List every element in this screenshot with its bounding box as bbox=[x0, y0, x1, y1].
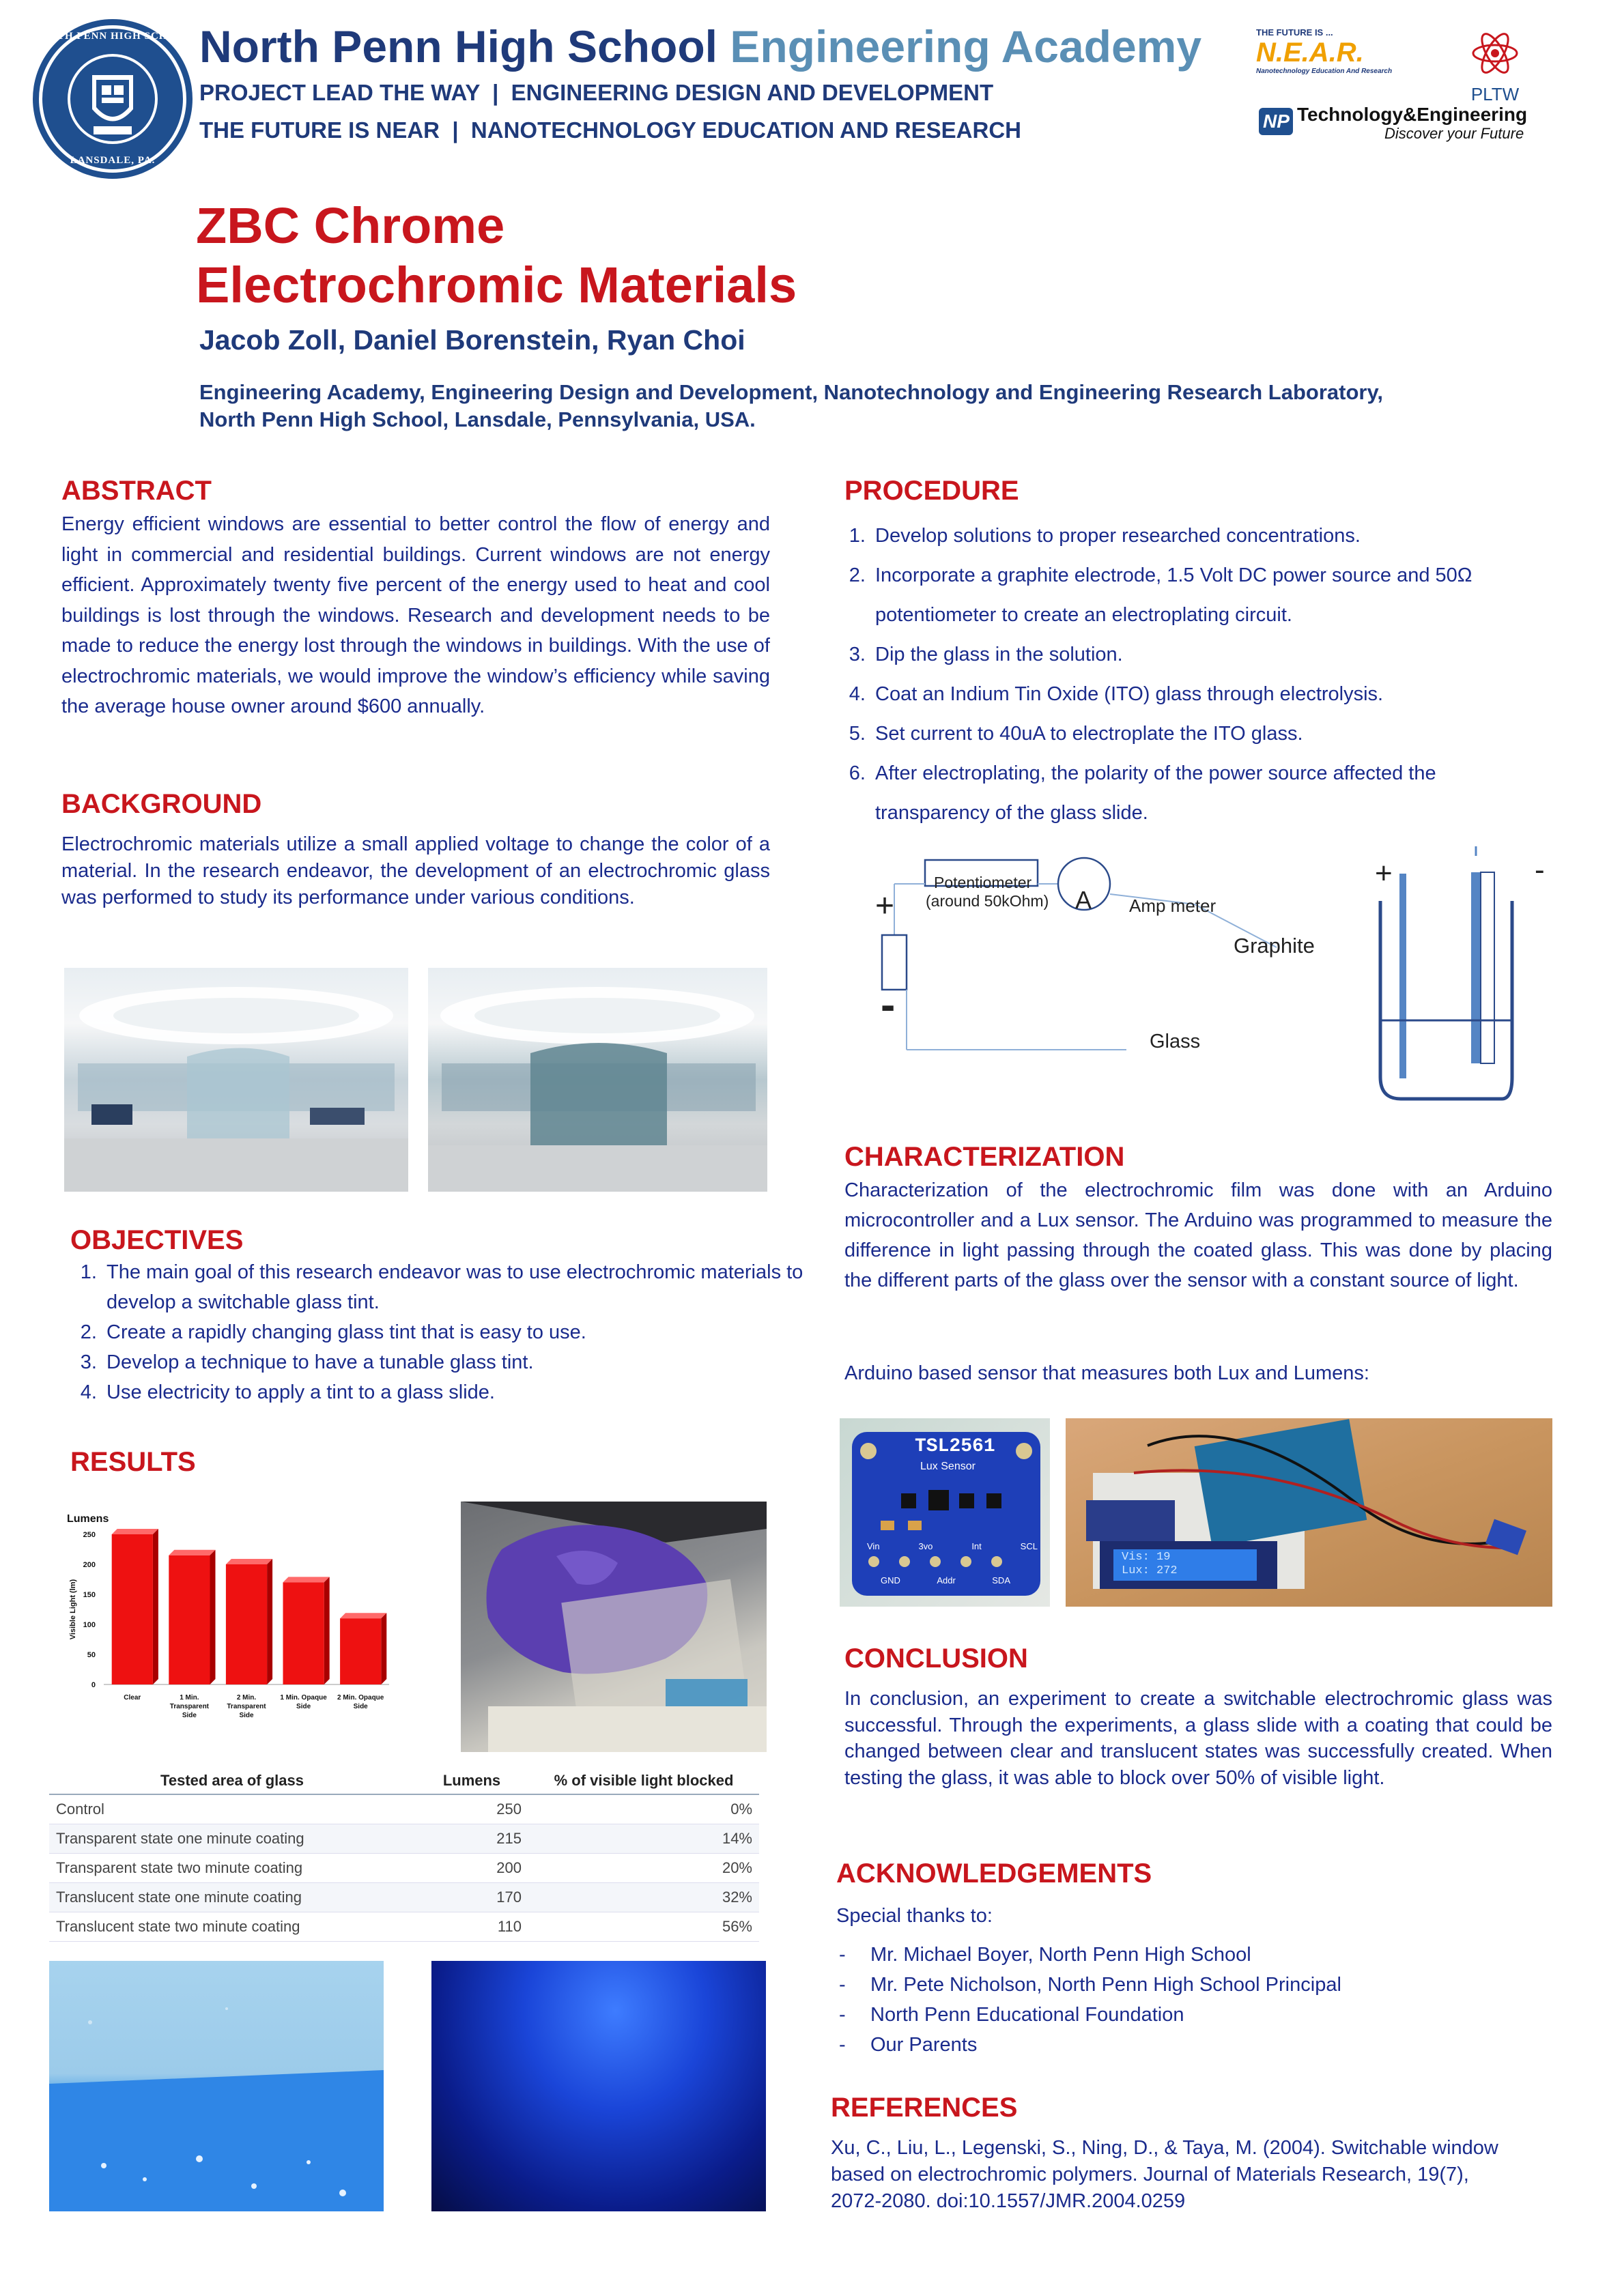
glove-photo bbox=[461, 1502, 767, 1752]
header-title-school: North Penn High School bbox=[199, 21, 730, 72]
table-cell: 0% bbox=[528, 1794, 759, 1824]
chart-y-tick-label: 200 bbox=[83, 1561, 96, 1569]
chart-title: Lumens bbox=[67, 1513, 109, 1525]
table-cell: 200 bbox=[415, 1854, 528, 1883]
acknowledgement-item: - Mr. Pete Nicholson, North Penn High School Principal bbox=[836, 1970, 1546, 2000]
background-text: Electrochromic materials utilize a small applied voltage to change the color of a material. In the research endeavor, the development of an electrochromic glass was performed to study its performance under various conditions. bbox=[61, 833, 770, 908]
acknowledgement-item: - Our Parents bbox=[836, 2030, 1546, 2060]
chart-bar bbox=[226, 1564, 267, 1684]
affiliation-2: North Penn High School, Lansdale, Pennsylvania, USA. bbox=[199, 407, 756, 431]
circuit-plus: + bbox=[875, 888, 895, 924]
sensor-pin: SDA bbox=[992, 1575, 1010, 1585]
acknowledgement-item: - North Penn Educational Foundation bbox=[836, 2000, 1546, 2030]
affiliation-1: Engineering Academy, Engineering Design and Development, Nanotechnology and Engineering Research Laboratory, bbox=[199, 380, 1384, 404]
characterization-caption: Arduino based sensor that measures both Lux and Lumens: bbox=[844, 1362, 1369, 1384]
lcd-line-2: Lux: 272 bbox=[1122, 1564, 1178, 1577]
chart-x-tick-label: Side bbox=[182, 1712, 197, 1719]
chart-x-tick-label: Side bbox=[296, 1703, 311, 1710]
chart-x-tick-label: Side bbox=[353, 1703, 368, 1710]
chart-y-axis-label: Visible Light (lm) bbox=[69, 1579, 77, 1640]
table-cell: 110 bbox=[415, 1912, 528, 1942]
chart-bar-side bbox=[210, 1550, 215, 1684]
graphite-label: Graphite bbox=[1234, 934, 1315, 958]
procedure-item: 1. Develop solutions to proper researched concentrations. bbox=[871, 516, 1547, 556]
objectives-heading: OBJECTIVES bbox=[70, 1225, 244, 1255]
beaker-plus: + bbox=[1375, 857, 1393, 890]
table-cell: Translucent state one minute coating bbox=[49, 1883, 415, 1912]
table-row bbox=[49, 1794, 759, 1824]
beaker-minus: - bbox=[1535, 853, 1545, 887]
near-subtitle: Nanotechnology Education And Research bbox=[1256, 68, 1393, 75]
acknowledgements-intro: Special thanks to: bbox=[836, 1905, 993, 1927]
chart-x-tick-label: 1 Min. bbox=[180, 1694, 199, 1702]
chart-y-tick-label: 50 bbox=[87, 1651, 96, 1659]
chart-x-tick-label: Transparent bbox=[227, 1703, 266, 1710]
chart-bar-top bbox=[112, 1529, 158, 1534]
chart-svg bbox=[55, 1508, 403, 1734]
procedure-list bbox=[840, 516, 1547, 833]
characterization-heading: CHARACTERIZATION bbox=[844, 1142, 1125, 1172]
table-cell: 170 bbox=[415, 1883, 528, 1912]
sensor-pin-row-bottom bbox=[881, 1575, 1010, 1585]
pltw-logo bbox=[1468, 26, 1522, 104]
chart-bar bbox=[169, 1555, 210, 1684]
sensor-subtitle: Lux Sensor bbox=[920, 1461, 976, 1472]
acknowledgement-item: - Mr. Michael Boyer, North Penn High School bbox=[836, 1940, 1546, 1970]
chart-bar-side bbox=[267, 1559, 272, 1684]
objectives-list bbox=[61, 1257, 812, 1407]
np-wordmark: NP bbox=[1263, 111, 1290, 132]
circuit-minus: - bbox=[881, 980, 896, 1029]
results-chart bbox=[55, 1508, 403, 1734]
chart-x-tick-label: Transparent bbox=[169, 1703, 210, 1710]
procedure-item: 3. Dip the glass in the solution. bbox=[871, 635, 1547, 674]
chart-bar-top bbox=[226, 1559, 272, 1564]
office-photo-clear bbox=[64, 968, 408, 1192]
microscope-photo-dark bbox=[431, 1961, 766, 2211]
acknowledgements-heading: ACKNOWLEDGEMENTS bbox=[836, 1859, 1152, 1889]
sensor-photo bbox=[840, 1418, 1050, 1607]
np-logo bbox=[1257, 102, 1295, 140]
abstract-heading: ABSTRACT bbox=[61, 476, 212, 506]
table-cell: 20% bbox=[528, 1854, 759, 1883]
seal-text-top: NORTH PENN HIGH SCHOOL bbox=[33, 31, 193, 42]
near-logo bbox=[1256, 27, 1454, 82]
acknowledgements-list bbox=[836, 1940, 1546, 2060]
table-cell: Control bbox=[49, 1794, 415, 1824]
sensor-pin-row-top bbox=[867, 1541, 1038, 1551]
circuit-diagram bbox=[867, 846, 1545, 1113]
microscope-photo-light bbox=[49, 1961, 384, 2211]
table-header-cell: Lumens bbox=[415, 1768, 528, 1794]
objective-item: 2. Create a rapidly changing glass tint that is easy to use. bbox=[102, 1317, 812, 1347]
pltw-wordmark: PLTW bbox=[1470, 84, 1520, 104]
authors: Jacob Zoll, Daniel Borenstein, Ryan Choi bbox=[199, 324, 745, 356]
objective-item: 1. The main goal of this research endeavor was to use electrochromic materials to develop a switchable glass tint. bbox=[102, 1257, 812, 1317]
chart-y-tick-label: 0 bbox=[91, 1681, 96, 1689]
table-cell: Transparent state one minute coating bbox=[49, 1824, 415, 1854]
background-heading: BACKGROUND bbox=[61, 789, 262, 819]
seal-text-bottom: LANSDALE, PA. bbox=[70, 155, 156, 166]
sensor-pin: Int bbox=[971, 1541, 982, 1551]
near-tagline: THE FUTURE IS ... bbox=[1256, 27, 1333, 38]
chart-bar bbox=[283, 1582, 324, 1684]
sensor-name: TSL2561 bbox=[915, 1436, 995, 1457]
header-title-academy: Engineering Academy bbox=[730, 21, 1202, 72]
chart-bar-top bbox=[169, 1550, 215, 1555]
te-title: Technology&Engineering bbox=[1297, 104, 1528, 125]
school-seal bbox=[31, 17, 195, 181]
chart-x-tick-label: 2 Min. bbox=[236, 1694, 257, 1702]
poster-title-2: Electrochromic Materials bbox=[196, 257, 797, 313]
table-cell: 56% bbox=[528, 1912, 759, 1942]
near-wordmark: N.E.A.R. bbox=[1256, 38, 1364, 68]
te-subtitle: Discover your Future bbox=[1384, 125, 1524, 142]
results-heading: RESULTS bbox=[70, 1447, 196, 1477]
chart-bar bbox=[112, 1534, 153, 1684]
table-row bbox=[49, 1912, 759, 1942]
sensor-pin: Addr bbox=[937, 1575, 956, 1585]
references-text: Xu, C., Liu, L., Legenski, S., Ning, D., & Taya, M. (2004). Switchable window based on electrochromic polymers. Journal of Materials Research, 19(7), 2072-2080. doi:10.1557/JMR.2004.0259 bbox=[831, 2137, 1498, 2212]
sensor-pin: Vin bbox=[867, 1541, 880, 1551]
office-photo-tinted bbox=[428, 968, 767, 1192]
objective-item: 4. Use electricity to apply a tint to a glass slide. bbox=[102, 1377, 812, 1407]
chart-x-tick-label: Side bbox=[239, 1712, 254, 1719]
characterization-text: Characterization of the electrochromic film was done with an Arduino microcontroller and a Lux sensor. The Arduino was programmed to measure the difference in light passing through the coated glass. This was done by placing the different parts of the glass over the sensor with a constant source of light. bbox=[844, 1179, 1552, 1291]
glass-label: Glass bbox=[1150, 1031, 1201, 1052]
chart-bar-top bbox=[283, 1577, 330, 1582]
atom-icon bbox=[1468, 26, 1522, 81]
table-cell: 215 bbox=[415, 1824, 528, 1854]
sensor-pin: GND bbox=[881, 1575, 900, 1585]
references-heading: REFERENCES bbox=[831, 2093, 1018, 2123]
table-cell: 32% bbox=[528, 1883, 759, 1912]
ammeter-symbol: A bbox=[1075, 886, 1092, 914]
table-cell: 14% bbox=[528, 1824, 759, 1854]
table-header-row bbox=[49, 1768, 759, 1794]
chart-y-tick-label: 100 bbox=[83, 1621, 96, 1629]
chart-bar-side bbox=[324, 1577, 330, 1684]
conclusion-text: In conclusion, an experiment to create a switchable electrochromic glass was successful. Through the experiments, a glass slide with a coating that could be changed between clear and translucent states was successfully created. When testing the glass, it was able to block over 50% of visible light. bbox=[844, 1688, 1552, 1789]
chart-bar-side bbox=[153, 1529, 158, 1684]
abstract-text: Energy efficient windows are essential to better control the flow of energy and light in commercial and residential buildings. Current windows are not energy efficient. Approximately twenty five percent of the energy used to heat and cool buildings is lost through the windows. Research and development needs to be made to reduce the energy lost through the windows in buildings. With the use of electrochromic materials, we would improve the window’s efficiency while saving the average house owner around $600 annually. bbox=[61, 513, 770, 717]
table-header-cell: Tested area of glass bbox=[49, 1768, 415, 1794]
table-cell: Transparent state two minute coating bbox=[49, 1854, 415, 1883]
procedure-item: 2. Incorporate a graphite electrode, 1.5 Volt DC power source and 50Ω potentiometer to create an electroplating circuit. bbox=[871, 556, 1547, 635]
header-title bbox=[199, 20, 1201, 72]
chart-x-tick-label: Clear bbox=[124, 1694, 141, 1702]
potentiometer-label: Potentiometer bbox=[934, 874, 1032, 891]
chart-bar bbox=[340, 1618, 381, 1684]
table-row bbox=[49, 1824, 759, 1854]
lcd-line-1: Vis: 19 bbox=[1122, 1551, 1171, 1564]
poster-title-1: ZBC Chrome bbox=[196, 197, 505, 254]
objective-item: 3. Develop a technique to have a tunable glass tint. bbox=[102, 1347, 812, 1377]
header-subtitle-2: THE FUTURE IS NEAR | NANOTECHNOLOGY EDUCATION AND RESEARCH bbox=[199, 117, 1022, 143]
sensor-pin: SCL bbox=[1020, 1541, 1038, 1551]
chart-y-tick-label: 150 bbox=[83, 1591, 96, 1599]
chart-y-tick-label: 250 bbox=[83, 1531, 96, 1539]
results-table bbox=[49, 1768, 759, 1942]
table-row bbox=[49, 1854, 759, 1883]
table-cell: Translucent state two minute coating bbox=[49, 1912, 415, 1942]
conclusion-heading: CONCLUSION bbox=[844, 1644, 1028, 1674]
procedure-heading: PROCEDURE bbox=[844, 476, 1019, 506]
table-cell: 250 bbox=[415, 1794, 528, 1824]
table-header-cell: % of visible light blocked bbox=[528, 1768, 759, 1794]
chart-bar-side bbox=[381, 1613, 386, 1684]
procedure-item: 5. Set current to 40uA to electroplate the ITO glass. bbox=[871, 714, 1547, 754]
chart-x-tick-label: 1 Min. Opaque bbox=[280, 1694, 327, 1702]
table-row bbox=[49, 1883, 759, 1912]
arduino-photo bbox=[1066, 1418, 1552, 1607]
procedure-item: 4. Coat an Indium Tin Oxide (ITO) glass through electrolysis. bbox=[871, 674, 1547, 714]
ammeter-label: Amp meter bbox=[1129, 895, 1216, 916]
chart-x-tick-label: 2 Min. Opaque bbox=[337, 1694, 384, 1702]
chart-bar-top bbox=[340, 1613, 386, 1618]
procedure-item: 6. After electroplating, the polarity of the power source affected the transparency of the glass slide. bbox=[871, 754, 1547, 833]
header-subtitle-1: PROJECT LEAD THE WAY | ENGINEERING DESIGN AND DEVELOPMENT bbox=[199, 80, 994, 105]
potentiometer-value: (around 50kOhm) bbox=[926, 892, 1049, 910]
sensor-pin: 3vo bbox=[918, 1541, 933, 1551]
